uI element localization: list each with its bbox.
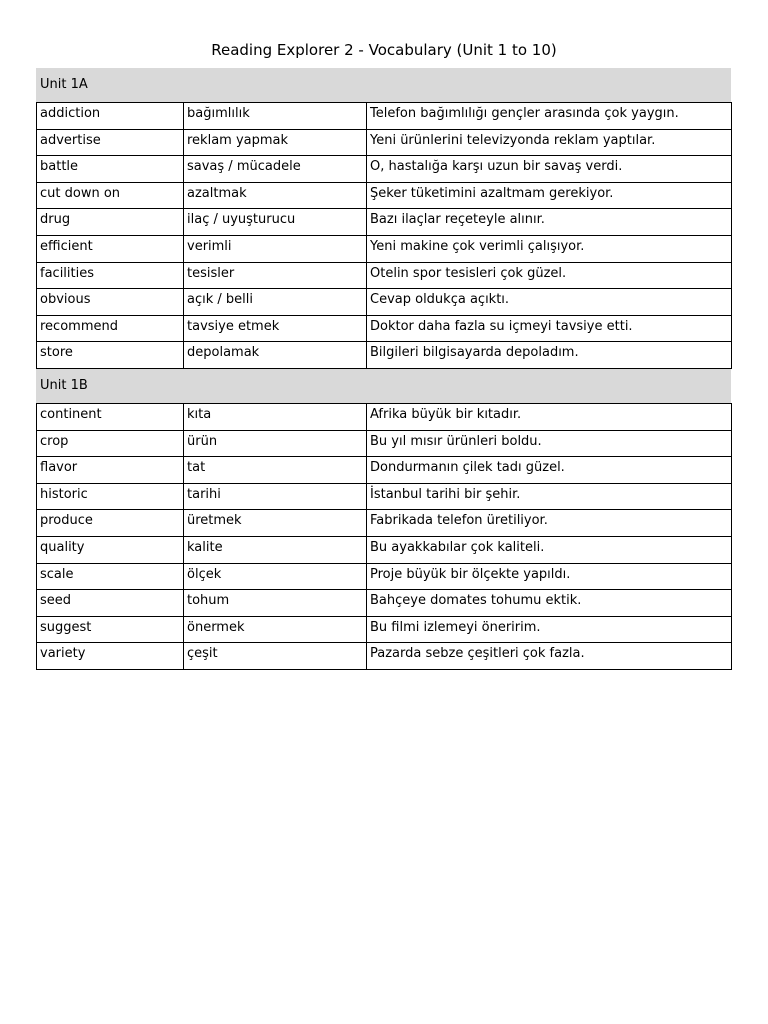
table-row <box>37 457 732 484</box>
english-word-cell: crop <box>37 430 184 457</box>
english-word-cell: facilities <box>37 262 184 289</box>
example-sentence-cell: Pazarda sebze çeşitleri çok fazla. <box>367 643 732 670</box>
english-word-cell: flavor <box>37 457 184 484</box>
english-word-cell: addiction <box>37 103 184 130</box>
example-sentence-cell: Bazı ilaçlar reçeteyle alınır. <box>367 209 732 236</box>
table-row <box>37 616 732 643</box>
example-sentence-cell: Bu filmi izlemeyi öneririm. <box>367 616 732 643</box>
turkish-meaning-cell: ilaç / uyuşturucu <box>184 209 367 236</box>
english-word-cell: efficient <box>37 235 184 262</box>
turkish-meaning-cell: kıta <box>184 403 367 430</box>
turkish-meaning-cell: üretmek <box>184 510 367 537</box>
english-word-cell: continent <box>37 403 184 430</box>
table-row <box>37 235 732 262</box>
example-sentence-cell: Doktor daha fazla su içmeyi tavsiye etti. <box>367 315 732 342</box>
example-sentence-cell: İstanbul tarihi bir şehir. <box>367 483 732 510</box>
table-row <box>37 430 732 457</box>
unit-header: Unit 1B <box>36 369 731 403</box>
english-word-cell: advertise <box>37 129 184 156</box>
table-row <box>37 590 732 617</box>
english-word-cell: store <box>37 342 184 369</box>
example-sentence-cell: Bilgileri bilgisayarda depoladım. <box>367 342 732 369</box>
table-row <box>37 289 732 316</box>
turkish-meaning-cell: savaş / mücadele <box>184 156 367 183</box>
example-sentence-cell: Bahçeye domates tohumu ektik. <box>367 590 732 617</box>
table-row <box>37 342 732 369</box>
example-sentence-cell: Cevap oldukça açıktı. <box>367 289 732 316</box>
table-row <box>37 315 732 342</box>
turkish-meaning-cell: reklam yapmak <box>184 129 367 156</box>
units-container <box>36 68 731 670</box>
table-row <box>37 156 732 183</box>
unit-section-1a <box>36 68 731 369</box>
english-word-cell: produce <box>37 510 184 537</box>
english-word-cell: drug <box>37 209 184 236</box>
table-row <box>37 182 732 209</box>
turkish-meaning-cell: tohum <box>184 590 367 617</box>
example-sentence-cell: Yeni makine çok verimli çalışıyor. <box>367 235 732 262</box>
table-row <box>37 129 732 156</box>
english-word-cell: suggest <box>37 616 184 643</box>
english-word-cell: scale <box>37 563 184 590</box>
turkish-meaning-cell: kalite <box>184 536 367 563</box>
table-row <box>37 510 732 537</box>
table-row <box>37 483 732 510</box>
english-word-cell: battle <box>37 156 184 183</box>
turkish-meaning-cell: ölçek <box>184 563 367 590</box>
turkish-meaning-cell: depolamak <box>184 342 367 369</box>
table-row <box>37 209 732 236</box>
example-sentence-cell: Bu yıl mısır ürünleri boldu. <box>367 430 732 457</box>
english-word-cell: obvious <box>37 289 184 316</box>
example-sentence-cell: Yeni ürünlerini televizyonda reklam yaptılar. <box>367 129 732 156</box>
unit-header: Unit 1A <box>36 68 731 102</box>
vocab-table <box>36 403 732 670</box>
example-sentence-cell: Afrika büyük bir kıtadır. <box>367 403 732 430</box>
table-row <box>37 262 732 289</box>
example-sentence-cell: Otelin spor tesisleri çok güzel. <box>367 262 732 289</box>
table-row <box>37 563 732 590</box>
english-word-cell: cut down on <box>37 182 184 209</box>
english-word-cell: recommend <box>37 315 184 342</box>
example-sentence-cell: Telefon bağımlılığı gençler arasında çok yaygın. <box>367 103 732 130</box>
page-title: Reading Explorer 2 - Vocabulary (Unit 1 to 10) <box>211 41 557 59</box>
table-row <box>37 536 732 563</box>
table-row <box>37 103 732 130</box>
turkish-meaning-cell: tavsiye etmek <box>184 315 367 342</box>
example-sentence-cell: Proje büyük bir ölçekte yapıldı. <box>367 563 732 590</box>
turkish-meaning-cell: çeşit <box>184 643 367 670</box>
example-sentence-cell: Dondurmanın çilek tadı güzel. <box>367 457 732 484</box>
unit-section-1b <box>36 369 731 670</box>
table-row <box>37 403 732 430</box>
turkish-meaning-cell: verimli <box>184 235 367 262</box>
english-word-cell: variety <box>37 643 184 670</box>
english-word-cell: historic <box>37 483 184 510</box>
example-sentence-cell: O, hastalığa karşı uzun bir savaş verdi. <box>367 156 732 183</box>
table-row <box>37 643 732 670</box>
turkish-meaning-cell: açık / belli <box>184 289 367 316</box>
example-sentence-cell: Fabrikada telefon üretiliyor. <box>367 510 732 537</box>
turkish-meaning-cell: tarihi <box>184 483 367 510</box>
english-word-cell: quality <box>37 536 184 563</box>
turkish-meaning-cell: tat <box>184 457 367 484</box>
example-sentence-cell: Şeker tüketimini azaltmam gerekiyor. <box>367 182 732 209</box>
turkish-meaning-cell: ürün <box>184 430 367 457</box>
example-sentence-cell: Bu ayakkabılar çok kaliteli. <box>367 536 732 563</box>
english-word-cell: seed <box>37 590 184 617</box>
turkish-meaning-cell: azaltmak <box>184 182 367 209</box>
vocab-table <box>36 102 732 369</box>
turkish-meaning-cell: önermek <box>184 616 367 643</box>
turkish-meaning-cell: bağımlılık <box>184 103 367 130</box>
turkish-meaning-cell: tesisler <box>184 262 367 289</box>
